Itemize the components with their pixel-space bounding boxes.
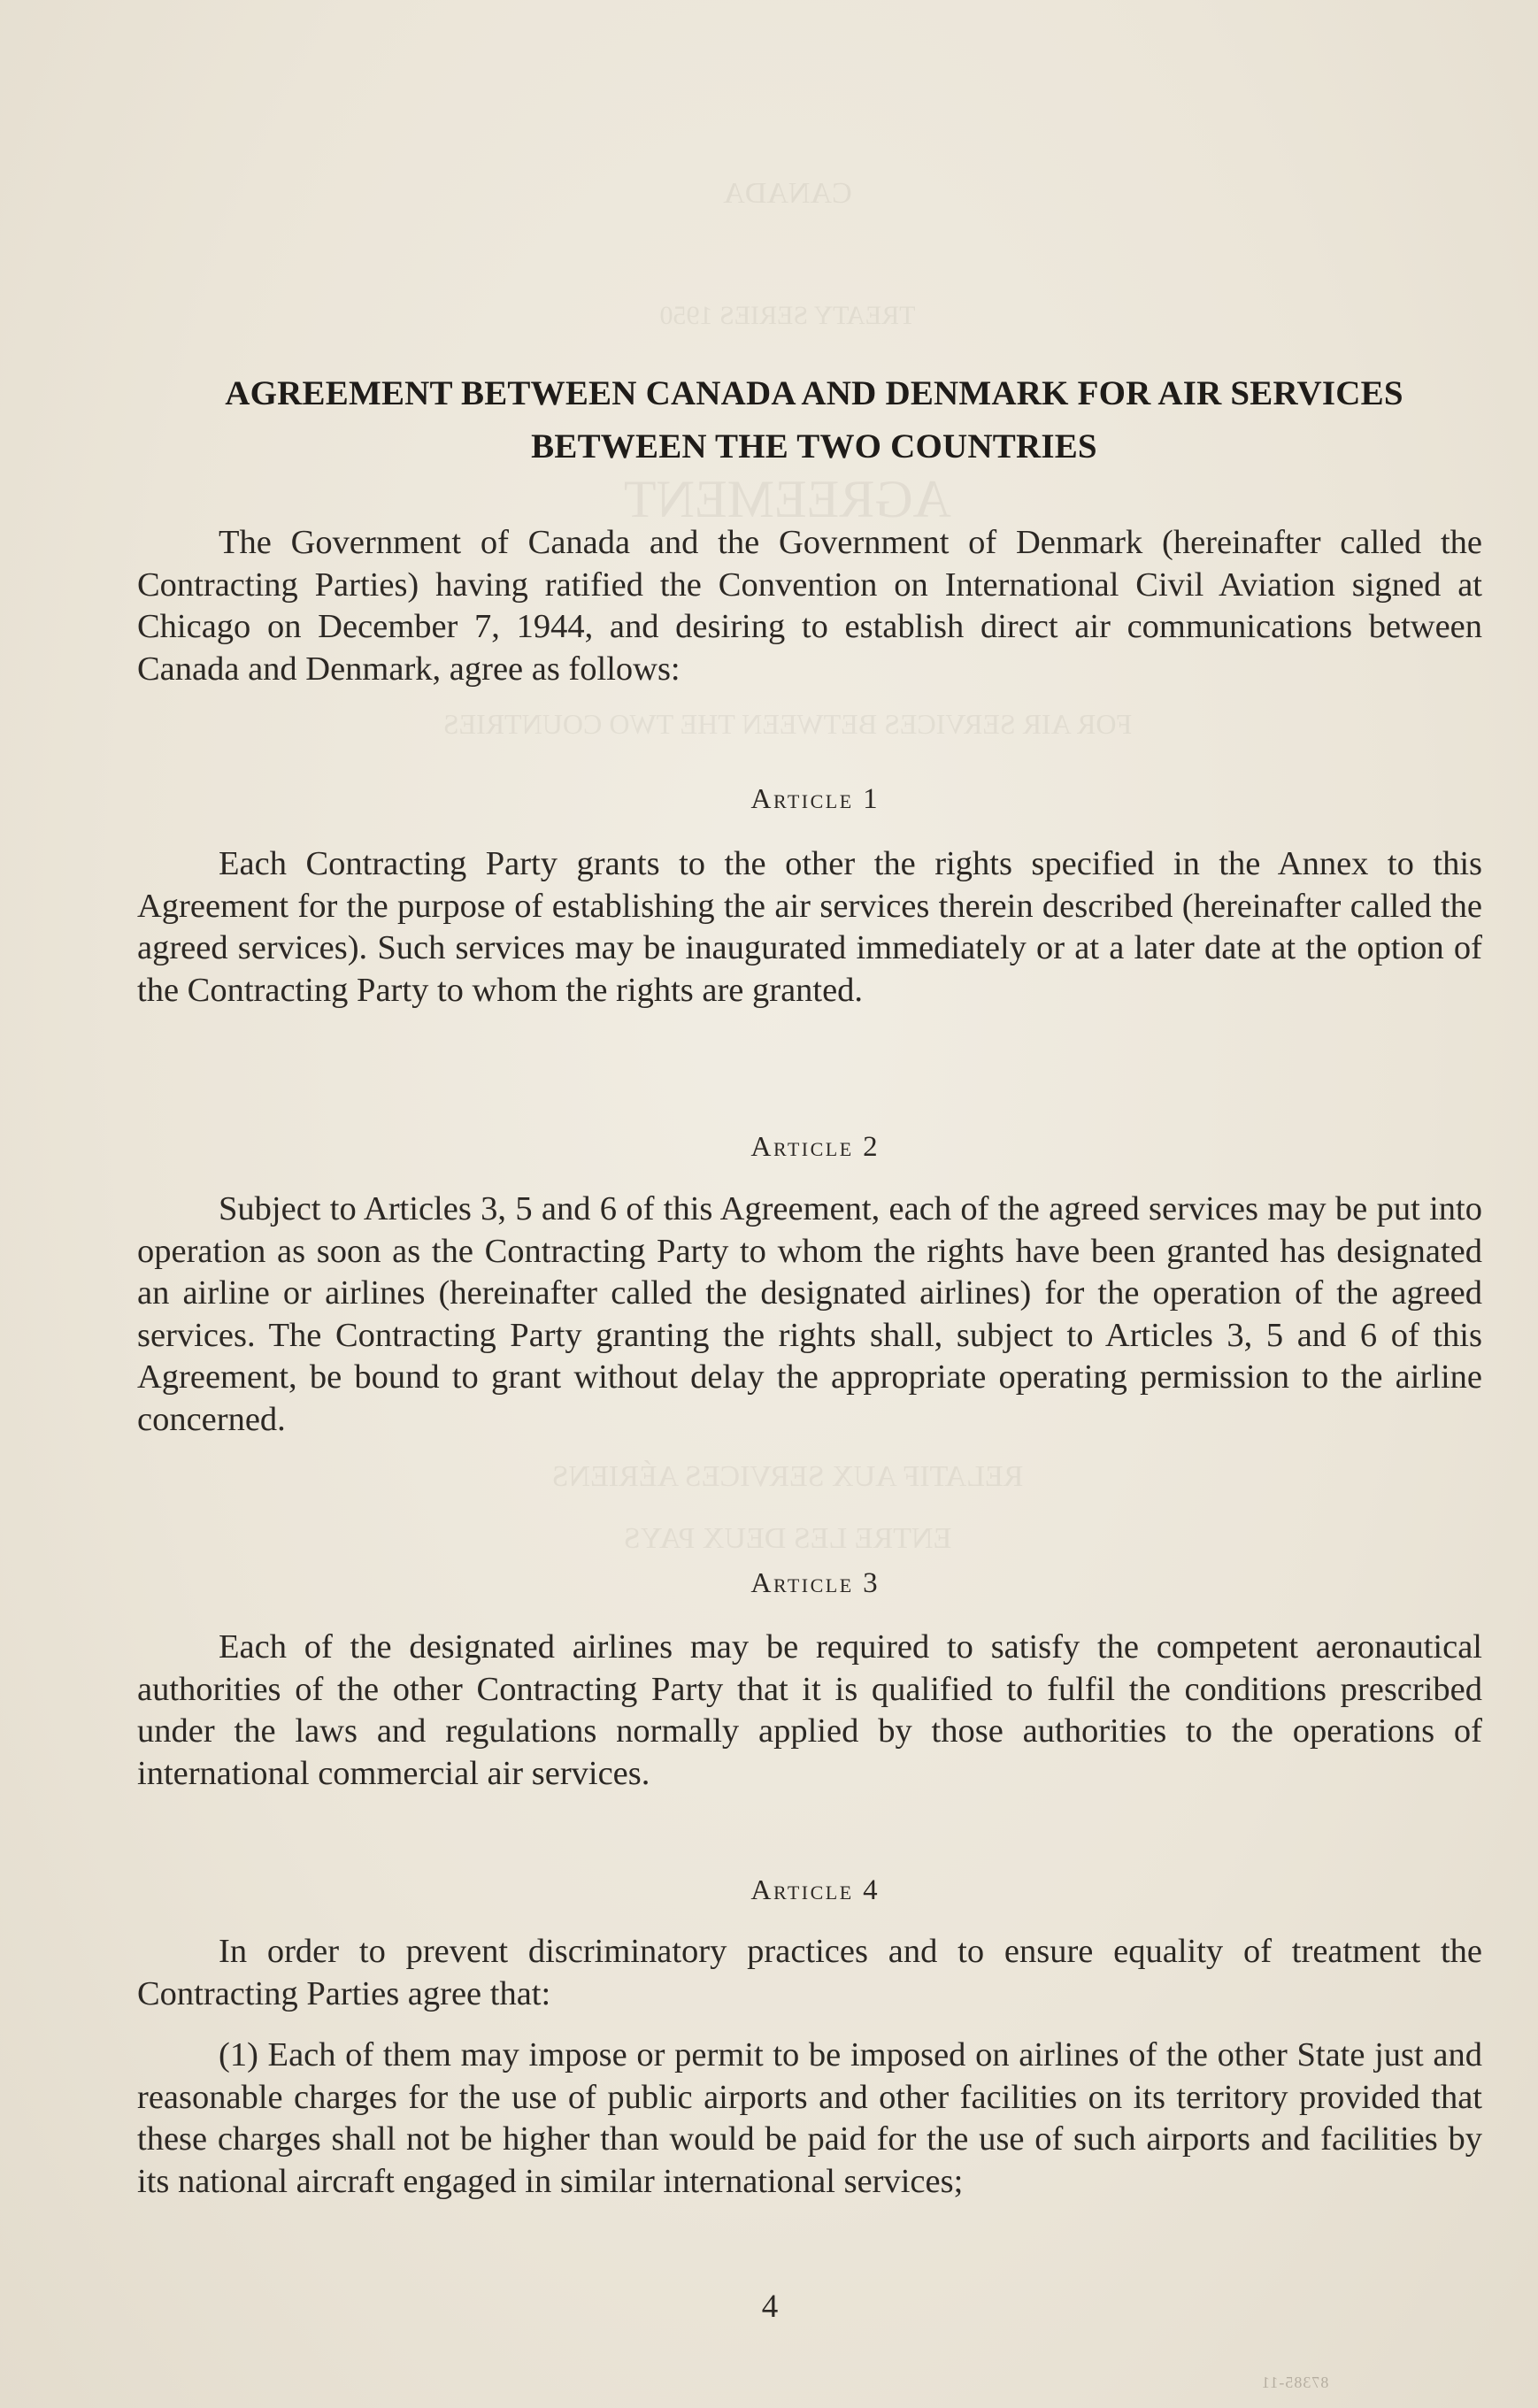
article-3-paragraph: Each of the designated airlines may be required to satisfy the competent aeronautical authorities of the other Contracting Party that it is qualified to fulfil the conditions prescribed under the laws and regulations normally applied by those authorities to the operations of international commercial air services. — [137, 1628, 1482, 1792]
document-title — [133, 367, 1496, 473]
article-number: 1 — [863, 783, 878, 815]
article-heading-label: Article — [750, 782, 854, 814]
article-2-heading — [133, 1130, 1496, 1164]
article-4-clause-1: (1) Each of them may impose or permit to be imposed on airlines of the other State just and reasonable charges for the use of public airports and other facilities on its territory provided that these charges shall not be higher than would be paid for the use of such airports and facilities by its national aircraft engaged in similar international services; — [137, 2036, 1482, 2200]
article-1-paragraph: Each Contracting Party grants to the other the rights specified in the Annex to this Agreement for the purpose of establishing the air services therein described (hereinafter called the agreed services). Such services may be inaugurated immediately or at a later date at the option of the Contracting Party to whom the rights are granted. — [137, 845, 1482, 1009]
article-number: 4 — [863, 1874, 878, 1906]
article-1-heading — [133, 782, 1496, 816]
show-through-decoration: RELATIF AUX SERVICES AÉRIENS — [551, 1460, 1024, 1493]
article-2-paragraph: Subject to Articles 3, 5 and 6 of this Agreement, each of the agreed services may be put into operation as soon as the Contracting Party to whom the rights have been granted has designated an airline or airlines (hereinafter called the designated airlines) for the operation of the agreed services. The Contracting Party granting the rights shall, subject to Articles 3, 5 and 6 of this Agreement, be bound to grant without delay the appropriate operating permission to the airline concerned. — [137, 1190, 1482, 1438]
show-through-decoration: CANADA — [723, 177, 852, 210]
page-number: 4 — [761, 2289, 779, 2325]
article-4-intro-paragraph: In order to prevent discriminatory practices and to ensure equality of treatment the Contracting Parties agree that: — [137, 1933, 1482, 2012]
title-line-1: AGREEMENT BETWEEN CANADA AND DENMARK FOR AIR SERVICES — [225, 374, 1403, 412]
article-heading-label: Article — [750, 1566, 854, 1598]
show-through-decoration: ENTRE LES DEUX PAYS — [623, 1522, 952, 1555]
article-number: 3 — [863, 1567, 878, 1599]
article-heading-label: Article — [750, 1130, 854, 1162]
printer-stamp: 87385-11 — [1261, 2373, 1329, 2391]
article-number: 2 — [863, 1131, 878, 1163]
article-4-heading — [133, 1873, 1496, 1907]
article-3-heading — [133, 1566, 1496, 1600]
show-through-decoration: AGREEMENT — [624, 470, 951, 528]
article-heading-label: Article — [750, 1873, 854, 1905]
show-through-decoration: TREATY SERIES 1950 — [659, 301, 916, 330]
preamble-paragraph: The Government of Canada and the Government of Denmark (hereinafter called the Contracting Parties) having ratified the Convention on International Civil Aviation signed at Chicago on December 7, 1944, and desiring to establish direct air communications between Canada and Denmark, agree as follows: — [137, 524, 1482, 688]
title-line-2: BETWEEN THE TWO COUNTRIES — [531, 427, 1097, 465]
show-through-decoration: FOR AIR SERVICES BETWEEN THE TWO COUNTRIES — [442, 708, 1133, 740]
